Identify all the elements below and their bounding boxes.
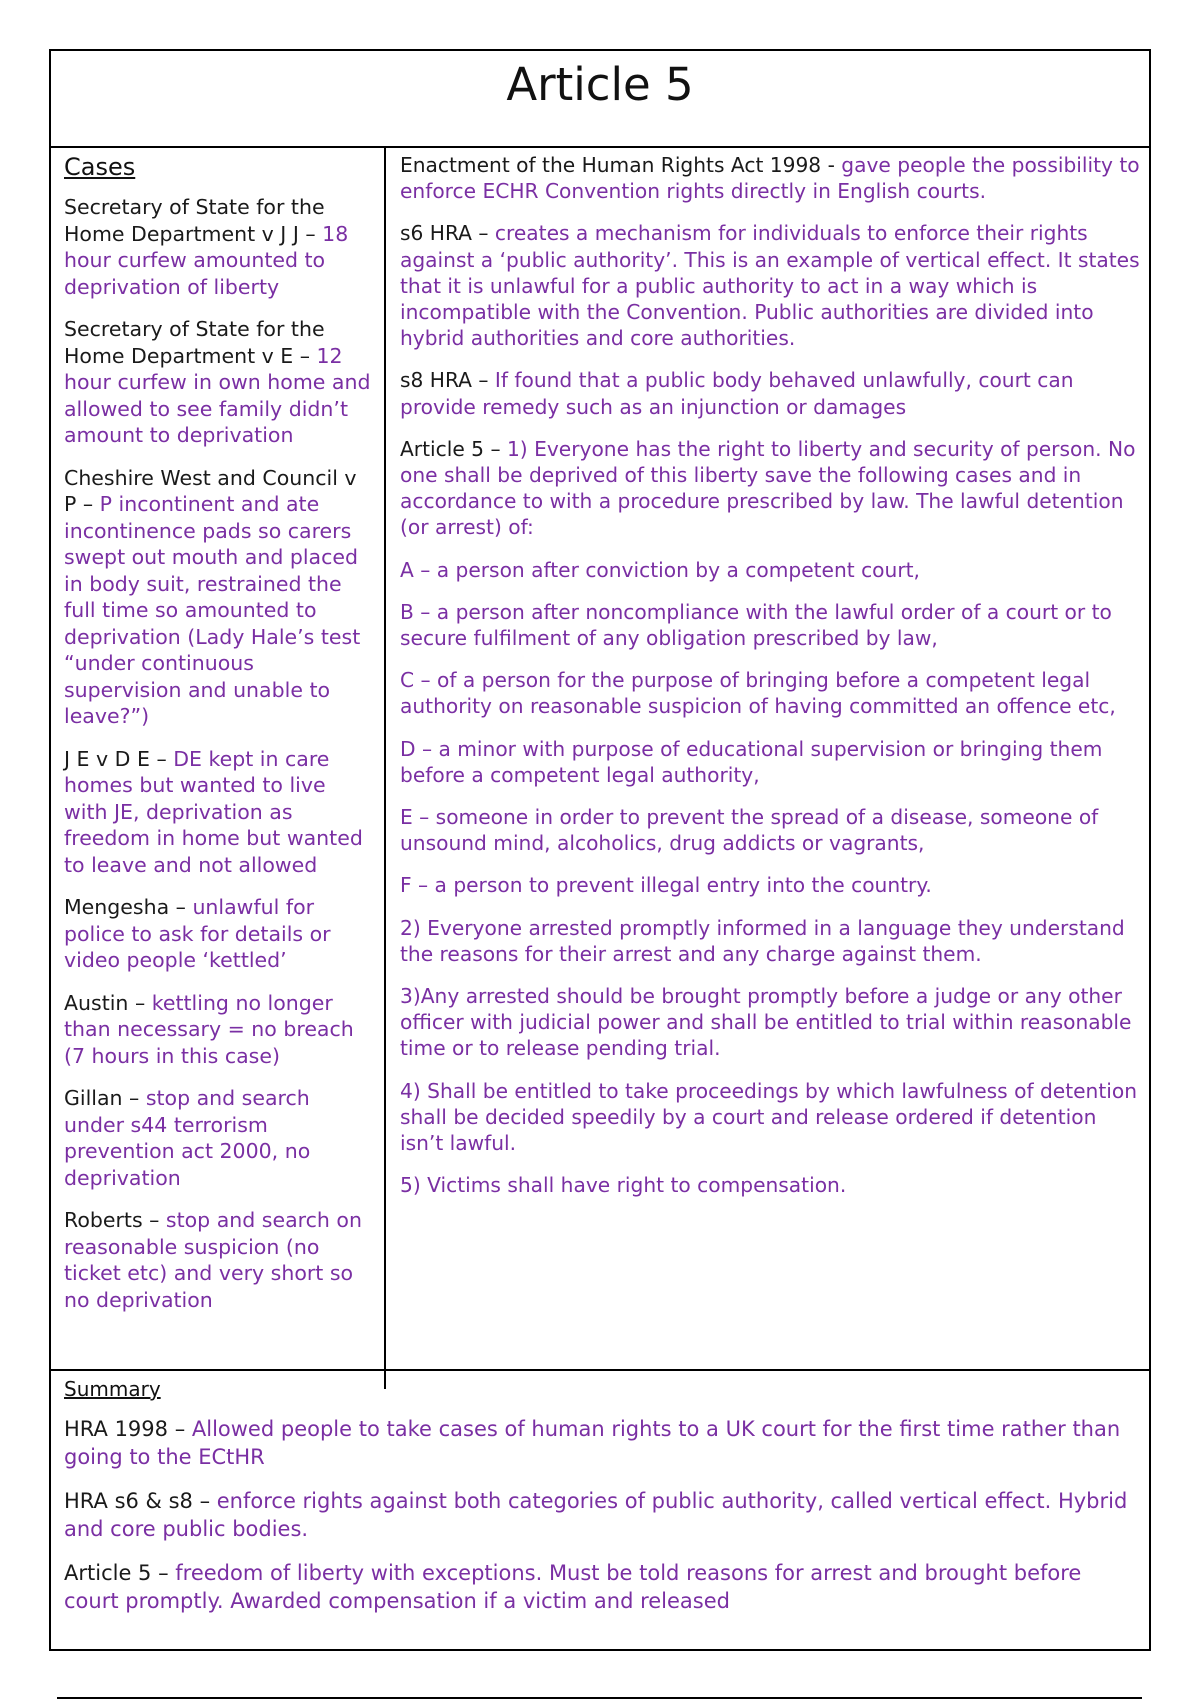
legislation-entry [400,152,1141,204]
summary-entry [64,1559,1135,1615]
case-entry [64,1207,374,1313]
article-clause [400,1172,1141,1198]
article-clause [400,872,1141,898]
case-name: Austin – [64,990,152,1015]
case-entry [64,194,374,300]
article-clause [400,667,1141,719]
case-description: stop and search on reasonable suspicion (no ticket etc) and very short so no deprivation [64,1208,362,1312]
legislation-column [386,148,1149,1389]
legislation-label: s8 HRA – [400,368,495,393]
article-clause [400,915,1141,967]
summary-entry [64,1487,1135,1543]
clause-text: 4) Shall be entitled to take proceedings by which lawfulness of detention shall be decided speedily by a court and release ordered if detention isn’t lawful. [400,1078,1138,1156]
article-clause [400,599,1141,651]
summary-label: HRA s6 & s8 – [64,1489,217,1513]
article-clause [400,736,1141,788]
page-title: Article 5 [506,58,694,111]
case-description: 12 hour curfew in own home and allowed to see family didn’t amount to deprivation [64,343,371,447]
case-entry [64,746,374,879]
summary-description: freedom of liberty with exceptions. Must be told reasons for arrest and brought before court promptly. Awarded compensation if a victim and released [64,1561,1082,1613]
legislation-entry [400,436,1141,541]
summary-description: Allowed people to take cases of human rights to a UK court for the first time rather than going to the ECtHR [64,1417,1121,1469]
title-row [51,51,1149,148]
clause-text: 3)Any arrested should be brought promptly before a judge or any other officer with judicial power and shall be entitled to trial within reasonable time or to release pending trial. [400,984,1132,1061]
cases-heading: Cases [64,153,136,181]
legislation-entry [400,220,1141,351]
clause-text: A – a person after conviction by a competent court, [400,557,920,582]
case-name: Cheshire West and Council v P – [64,465,357,516]
article-5-sheet [49,49,1151,1651]
case-description: P incontinent and ate incontinence pads so carers swept out mouth and placed in body suit, restrained the full time so amounted to deprivation (Lady Hale’s test “under continuous supervision and unable to leave?”) [64,492,361,728]
legislation-description: If found that a public body behaved unlawfully, court can provide remedy such as an injunction or damages [400,368,1074,419]
case-entry [64,465,374,730]
summary-heading: Summary [64,1377,161,1401]
summary-label: Article 5 – [64,1561,176,1585]
article-clause [400,983,1141,1062]
case-description: DE kept in care homes but wanted to live with JE, deprivation as freedom in home but wanted to leave and not allowed [64,746,363,877]
case-name: Gillan – [64,1086,146,1110]
case-name: Secretary of State for the Home Department v E – [64,317,325,368]
summary-section [51,1369,1149,1649]
clause-text: C – of a person for the purpose of bringing before a competent legal authority on reasonable suspicion of having committed an offence etc, [400,668,1116,719]
legislation-label: Enactment of the Human Rights Act 1998 - [400,153,842,177]
clause-text: D – a minor with purpose of educational supervision or bringing them before a competent legal authority, [400,736,1103,787]
case-entry [64,1085,374,1191]
summary-entry [64,1415,1135,1471]
article-clause [400,1078,1141,1157]
case-name: Mengesha – [64,895,193,919]
case-name: Secretary of State for the Home Department v J J – [64,195,325,246]
case-entry [64,894,374,974]
case-description: 18 hour curfew amounted to deprivation of liberty [64,221,349,299]
article-clause [400,804,1141,856]
footer-divider [57,1697,1142,1699]
legislation-description: creates a mechanism for individuals to enforce their rights against a ‘public authority’. This is an example of vertical effect. It states that it is unlawful for a public authority to act in a way which is incompatible with the Convention. Public authorities are divided into hybrid authorities and core authorities. [400,221,1140,351]
legislation-label: Article 5 – [400,436,507,461]
cases-column [51,148,386,1389]
legislation-description: 1) Everyone has the right to liberty and security of person. No one shall be deprived of this liberty save the following cases and in accordance to with a procedure prescribed by law. The lawful detention (or arrest) of: [400,436,1136,540]
clause-text: E – someone in order to prevent the spread of a disease, someone of unsound mind, alcoholics, drug addicts or vagrants, [400,805,1099,856]
legislation-label: s6 HRA – [400,221,495,246]
legislation-entry [400,367,1141,419]
case-name: J E v D E – [64,746,174,771]
summary-label: HRA 1998 – [64,1417,192,1441]
clause-text: B – a person after noncompliance with the lawful order of a court or to secure fulfilment of any obligation prescribed by law, [400,599,1112,651]
case-entry [64,990,374,1070]
legislation-description: gave people the possibility to enforce ECHR Convention rights directly in English courts. [400,153,1140,204]
case-description: unlawful for police to ask for details or video people ‘kettled’ [64,895,331,972]
summary-description: enforce rights against both categories of public authority, called vertical effect. Hybrid and core public bodies. [64,1489,1128,1541]
case-description: stop and search under s44 terrorism prevention act 2000, no deprivation [64,1086,311,1190]
case-description: kettling no longer than necessary = no breach (7 hours in this case) [64,990,354,1068]
clause-text: F – a person to prevent illegal entry into the country. [400,873,932,898]
article-clause [400,557,1141,583]
case-entry [64,316,374,449]
clause-text: 5) Victims shall have right to compensation. [400,1173,847,1198]
case-name: Roberts – [64,1208,166,1232]
clause-text: 2) Everyone arrested promptly informed in a language they understand the reasons for their arrest and any charge against them. [400,915,1125,966]
